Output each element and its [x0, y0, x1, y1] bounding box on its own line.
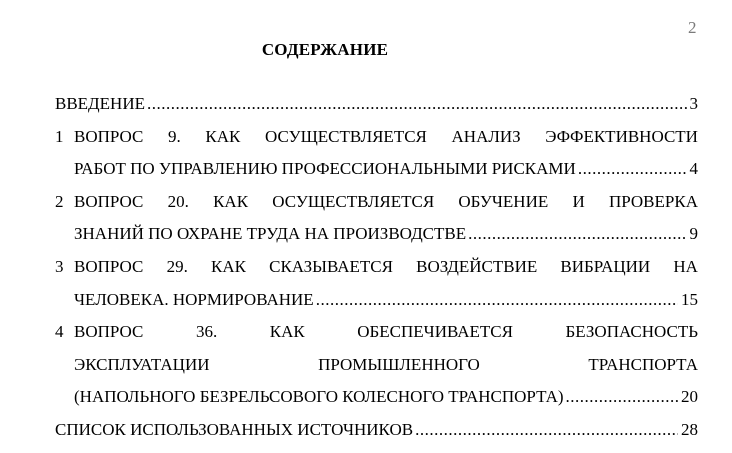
dot-leader — [147, 94, 687, 114]
toc-entry-2-line-1[interactable] — [55, 192, 698, 225]
toc-entry-text: ЧЕЛОВЕКА. НОРМИРОВАНИЕ — [74, 289, 314, 309]
word: ЭФФЕКТИВНОСТИ — [545, 126, 698, 146]
toc-entry-text: СПИСОК ИСПОЛЬЗОВАННЫХ ИСТОЧНИКОВ — [55, 419, 414, 439]
word: 20. — [167, 191, 189, 211]
toc-entry-4-line-2[interactable] — [55, 355, 698, 388]
toc-entry-text: (НАПОЛЬНОГО БЕЗРЕЛЬСОВОГО КОЛЕСНОГО ТРАНСПОРТА) — [74, 387, 564, 407]
toc-entry-2-line-2[interactable] — [55, 224, 698, 257]
word: ВОЗДЕЙСТВИЕ — [416, 256, 538, 276]
word: КАК — [210, 256, 246, 276]
toc-page-number: 20 — [681, 387, 698, 407]
toc-entry-text: ЗНАНИЙ ПО ОХРАНЕ ТРУДА НА ПРОИЗВОДСТВЕ — [74, 224, 467, 244]
dot-leader — [415, 420, 678, 440]
toc-entry-number: 3 — [55, 256, 64, 276]
word: 36. — [195, 322, 218, 342]
word: БЕЗОПАСНОСТЬ — [565, 322, 698, 342]
toc-entry-1-line-1[interactable] — [55, 127, 698, 160]
dot-leader — [566, 387, 678, 407]
page-number: 2 — [688, 18, 697, 37]
word: АНАЛИЗ — [451, 126, 521, 146]
word: КАК — [213, 191, 249, 211]
toc-entry-number: 4 — [55, 322, 64, 342]
toc-entry-1-line-2[interactable] — [55, 159, 698, 192]
dot-leader — [468, 224, 686, 244]
dot-leader — [316, 290, 678, 310]
word: ОСУЩЕСТВЛЯЕТСЯ — [264, 126, 427, 146]
toc-entry-number: 1 — [55, 126, 64, 146]
word: ЭКСПЛУАТАЦИИ — [74, 354, 210, 374]
toc-page-number: 15 — [681, 289, 698, 309]
word: ОБЕСПЕЧИВАЕТСЯ — [357, 322, 513, 342]
dot-leader — [578, 159, 687, 179]
toc-entry-3-line-2[interactable] — [55, 290, 698, 323]
toc-entry-intro[interactable] — [55, 94, 698, 127]
word: ТРАНСПОРТА — [588, 354, 698, 374]
word: СКАЗЫВАЕТСЯ — [269, 256, 393, 276]
toc-entry-text: ВВЕДЕНИЕ — [55, 94, 145, 113]
word: НА — [673, 256, 698, 276]
word: ОСУЩЕСТВЛЯЕТСЯ — [272, 191, 435, 211]
word: ВОПРОС — [74, 191, 144, 211]
word: КАК — [269, 322, 305, 342]
word: ПРОВЕРКА — [608, 191, 698, 211]
toc-page-number: 4 — [689, 159, 698, 179]
toc-page-number: 3 — [689, 94, 698, 113]
toc-entry-text: РАБОТ ПО УПРАВЛЕНИЮ ПРОФЕССИОНАЛЬНЫМИ РИСКАМИ — [74, 159, 576, 179]
toc-entry-number: 2 — [55, 191, 64, 211]
word: И — [572, 191, 585, 211]
word: 9. — [168, 126, 181, 146]
table-of-contents — [55, 94, 698, 453]
word: ОБУЧЕНИЕ — [458, 191, 549, 211]
word: ВИБРАЦИИ — [560, 256, 651, 276]
page-title: СОДЕРЖАНИЕ — [261, 40, 389, 59]
word: ПРОМЫШЛЕННОГО — [318, 354, 480, 374]
word: ВОПРОС — [74, 126, 144, 146]
word: ВОПРОС — [74, 256, 144, 276]
toc-entry-3-line-1[interactable] — [55, 257, 698, 290]
toc-entry-4-line-1[interactable] — [55, 322, 698, 355]
word: ВОПРОС — [74, 322, 144, 342]
word: 29. — [166, 256, 188, 276]
toc-entry-references[interactable] — [55, 420, 698, 453]
word: КАК — [205, 126, 241, 146]
toc-page-number: 9 — [689, 224, 698, 244]
toc-page-number: 28 — [681, 419, 698, 439]
toc-entry-4-line-3[interactable] — [55, 387, 698, 420]
